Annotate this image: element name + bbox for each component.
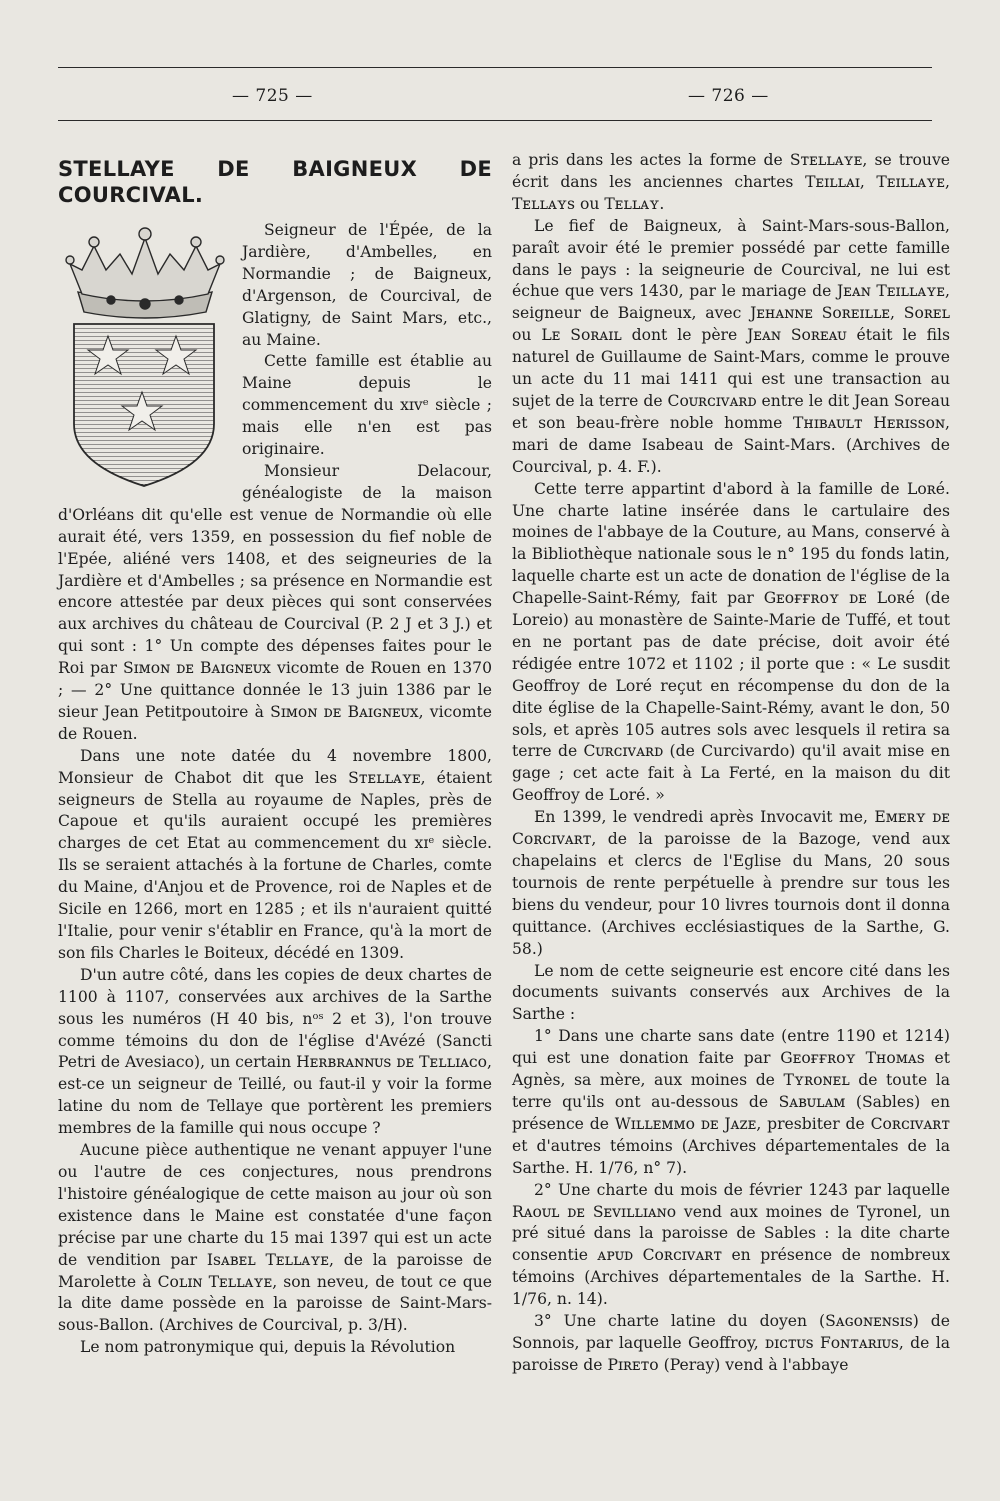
paragraph: a pris dans les actes la forme de Sᴛᴇʟʟᴀʏᴇ, se trouve écrit dans les anciennes chartes Tᴇɪʟʟᴀɪ, Tᴇɪʟʟᴀʏᴇ, Tᴇʟʟᴀʏs ou Tᴇʟʟᴀʏ.: [512, 151, 950, 213]
paragraph: 2° Une charte du mois de février 1243 par laquelle Rᴀᴏᴜʟ ᴅᴇ Sᴇᴠɪʟʟɪᴀɴᴏ vend aux moines de Tyronel, un pré situé dans la paroisse de Sables : la dite charte consentie ᴀᴘᴜᴅ Cᴏʀᴄɪᴠᴀʀᴛ en présence de nombreux témoins (Archives départementales de la Sarthe. H. 1/76, n. 14).: [512, 1180, 950, 1309]
paragraph: Monsieur Delacour, généalogiste de la maison d'Orléans dit qu'elle est venue de Normandie où elle aurait été, vers 1359, en possession du fief noble de l'Epée, aliéné vers 1408, et des seigneuries de la Jardière et d'Ambelles ; sa présence en Normandie est encore attestée par deux pièces qui sont conservées aux archives du château de Courcival (P. 2 J et 3 J.) et qui sont : 1° Un compte des dépenses faites pour le Roi par Sɪᴍᴏɴ ᴅᴇ Bᴀɪɢɴᴇᴜx vicomte de Rouen en 1370 ; — 2° Une quittance donnée le 13 juin 1386 par le sieur Jean Petitpoutoire à Sɪᴍᴏɴ ᴅᴇ Bᴀɪɢɴᴇᴜx, vicomte de Rouen.: [58, 461, 492, 743]
crown-icon: [66, 228, 224, 318]
coat-of-arms: [56, 224, 234, 492]
paragraph: Dans une note datée du 4 novembre 1800, Monsieur de Chabot dit que les Sᴛᴇʟʟᴀʏᴇ, étaient seigneurs de Stella au royaume de Naples, près de Capoue et qu'ils auraient occupé les premières charges de cet Etat au commencement du xɪᵉ siècle. Ils se seraient attachés à la fortune de Charles, comte du Maine, d'Anjou et de Provence, roi de Naples et de Sicile en 1266, mort en 1285 ; et ils n'auraient quitté l'Italie, pour venir s'établir en France, qu'à la mort de son fils Charles le Boiteux, décédé en 1309.: [58, 746, 492, 962]
page-number-right: — 726 —: [688, 86, 769, 106]
top-rule: [58, 67, 932, 68]
paragraph: 3° Une charte latine du doyen (Sᴀɢᴏɴᴇɴsɪs) de Sonnois, par laquelle Geoffroy, ᴅɪᴄᴛᴜs Fᴏɴᴛᴀʀɪᴜs, de la paroisse de Pɪʀᴇᴛᴏ (Peray) vend à l'abbaye: [512, 1312, 950, 1374]
paragraph: Seigneur de l'Épée, de la Jardière, d'Ambelles, en Normandie ; de Baigneux, d'Argenson, de Courcival, de Glatigny, de Saint Mars, etc., au Maine.: [242, 221, 492, 349]
paragraph: Le nom de cette seigneurie est encore cité dans les documents suivants conservés aux Archives de la Sarthe :: [512, 961, 950, 1024]
paragraph: Cette famille est établie au Maine depuis le commencement du xɪᴠᵉ siècle ; mais elle n'en est pas originaire.: [242, 352, 492, 459]
paragraph: En 1399, le vendredi après Invocavit me, Eᴍᴇʀʏ ᴅᴇ Cᴏʀᴄɪᴠᴀʀᴛ, de la paroisse de la Bazoge, vend aux chapelains et clercs de l'Eglise du Mans, 20 sous tournois de rente perpétuelle à prendre sur tous les biens du vendeur, pour 10 livres tournois dont il donna quittance. (Archives ecclésiastiques de la Sarthe, G. 58.): [512, 808, 950, 958]
coat-of-arms-icon: [56, 224, 234, 492]
right-column: [512, 150, 950, 1377]
paragraph: Aucune pièce authentique ne venant appuyer l'une ou l'autre de ces conjectures, nous prendrons l'histoire généalogique de cette maison au jour où son existence dans le Maine est constatée d'une façon précise par une charte du 15 mai 1397 qui est un acte de vendition par Isᴀʙᴇʟ Tᴇʟʟᴀʏᴇ, de la paroisse de Marolette à Cᴏʟɪɴ Tᴇʟʟᴀʏᴇ, son neveu, de tout ce que la dite dame possède en la paroisse de Saint-Mars-sous-Ballon. (Archives de Courcival, p. 3/H).: [58, 1141, 492, 1335]
paragraph: 1° Dans une charte sans date (entre 1190 et 1214) qui est une donation faite par Gᴇᴏғғʀᴏʏ Tʜᴏᴍᴀs et Agnès, sa mère, aux moines de Tʏʀᴏɴᴇʟ de toute la terre qu'ils ont au-dessous de Sᴀʙᴜʟᴀᴍ (Sables) en présence de Wɪʟʟᴇᴍᴍᴏ ᴅᴇ Jᴀᴢᴇ, presbiter de Cᴏʀᴄɪᴠᴀʀᴛ et d'autres témoins (Archives départementales de la Sarthe. H. 1/76, n° 7).: [512, 1027, 950, 1177]
paragraph: Cette terre appartint d'abord à la famille de Lᴏʀé. Une charte latine insérée dans le cartulaire des moines de l'abbaye de la Couture, au Mans, conservé à la Bibliothèque nationale sous le n° 195 du fonds latin, laquelle charte est un acte de donation de l'église de la Chapelle-Saint-Rémy, fait par Gᴇᴏғғʀᴏʏ ᴅᴇ Lᴏʀé (de Loreio) au monastère de Sainte-Marie de Tuffé, et tout en ne portant pas de date précise, doit avoir été rédigée entre 1072 et 1102 ; il porte que : « Le susdit Geoffroy de Loré reçut en récompense du don de la dite église de la Chapelle-Saint-Rémy, avant le don, 50 sols, et après 105 autres sols avec lesquels il retira sa terre de Cᴜʀᴄɪᴠᴀʀᴅ (de Curcivardo) qu'il avait mise en gage ; cet acte fait à La Ferté, en la maison du dit Geoffroy de Loré. »: [512, 479, 950, 805]
header-rule: [58, 120, 932, 121]
paragraph: Le nom patronymique qui, depuis la Révolution: [80, 1338, 456, 1357]
left-column: [58, 150, 492, 1359]
paragraph: D'un autre côté, dans les copies de deux chartes de 1100 à 1107, conservées aux archives de la Sarthe sous les numéros (H 40 bis, nᵒˢ 2 et 3), l'on trouve comme témoins du don de l'église d'Avézé (Sancti Petri de Avesiaco), un certain Hᴇʀʙʀᴀɴɴᴜs ᴅᴇ Tᴇʟʟɪᴀᴄᴏ, est-ce un seigneur de Teillé, ou faut-il y voir la forme latine du nom de Tellaye que portèrent les premiers membres de la famille qui nous occupe ?: [58, 965, 492, 1138]
paragraph: Le fief de Baigneux, à Saint-Mars-sous-Ballon, paraît avoir été le premier possédé par cette famille dans le pays : la seigneurie de Courcival, ne lui est échue que vers 1430, par le mariage de Jᴇᴀɴ Tᴇɪʟʟᴀʏᴇ, seigneur de Baigneux, avec Jᴇʜᴀɴɴᴇ Sᴏʀᴇɪʟʟᴇ, Sᴏʀᴇʟ ou Lᴇ Sᴏʀᴀɪʟ dont le père Jᴇᴀɴ Sᴏʀᴇᴀᴜ était le fils naturel de Guillaume de Saint-Mars, comme le prouve un acte du 11 mai 1411 qui est une transaction au sujet de la terre de Cᴏᴜʀᴄɪᴠᴀʀᴅ entre le dit Jean Soreau et son beau-frère noble homme Tʜɪʙᴀᴜʟᴛ Hᴇʀɪssᴏɴ, mari de dame Isabeau de Saint-Mars. (Archives de Courcival, p. 4. F.).: [512, 216, 950, 476]
article-title: STELLAYE DE BAIGNEUX DE COURCIVAL.: [58, 157, 492, 207]
page-number-left: — 725 —: [232, 86, 313, 106]
